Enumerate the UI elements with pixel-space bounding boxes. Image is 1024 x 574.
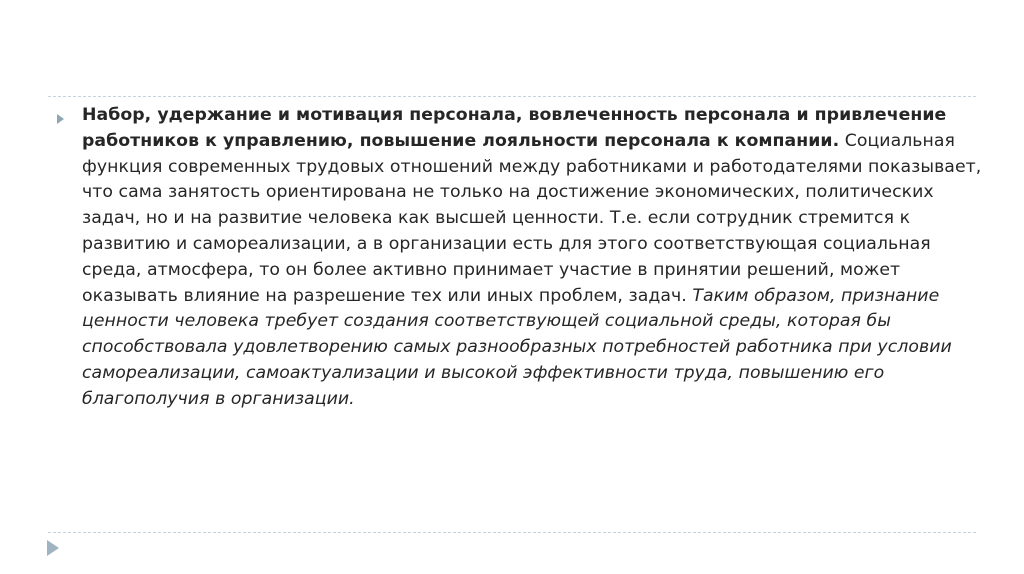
slide-paragraph <box>82 103 982 413</box>
next-slide-arrow-icon[interactable] <box>47 540 59 556</box>
paragraph-tail-italic: Таким образом, признание ценности человека требует создания соответствующей социальной среды, которая бы способствовала удовлетворению самых разнообразных потребностей работника при условии самореализации, самоактуализации и высокой эффективности труда, повышению его благополучия в организации. <box>82 285 952 409</box>
triangle-bullet-icon <box>57 114 64 124</box>
top-divider <box>48 96 976 97</box>
paragraph-body-regular: Социальная функция современных трудовых отношений между работниками и работодателями показывает, что сама занятость ориентирована не только на достижение экономических, политических задач, но и на развитие человека как высшей ценности. Т.е. если сотрудник стремится к развитию и самореализации, а в организации есть для этого соответствующая социальная среда, атмосфера, то он более активно принимает участие в принятии решений, может оказывать влияние на разрешение тех или иных проблем, задач. <box>82 130 982 306</box>
paragraph-lead-bold: Набор, удержание и мотивация персонала, вовлеченность персонала и привлечение работников к управлению, повышение лояльности персонала к компании. <box>82 105 947 151</box>
bottom-divider <box>48 532 976 533</box>
